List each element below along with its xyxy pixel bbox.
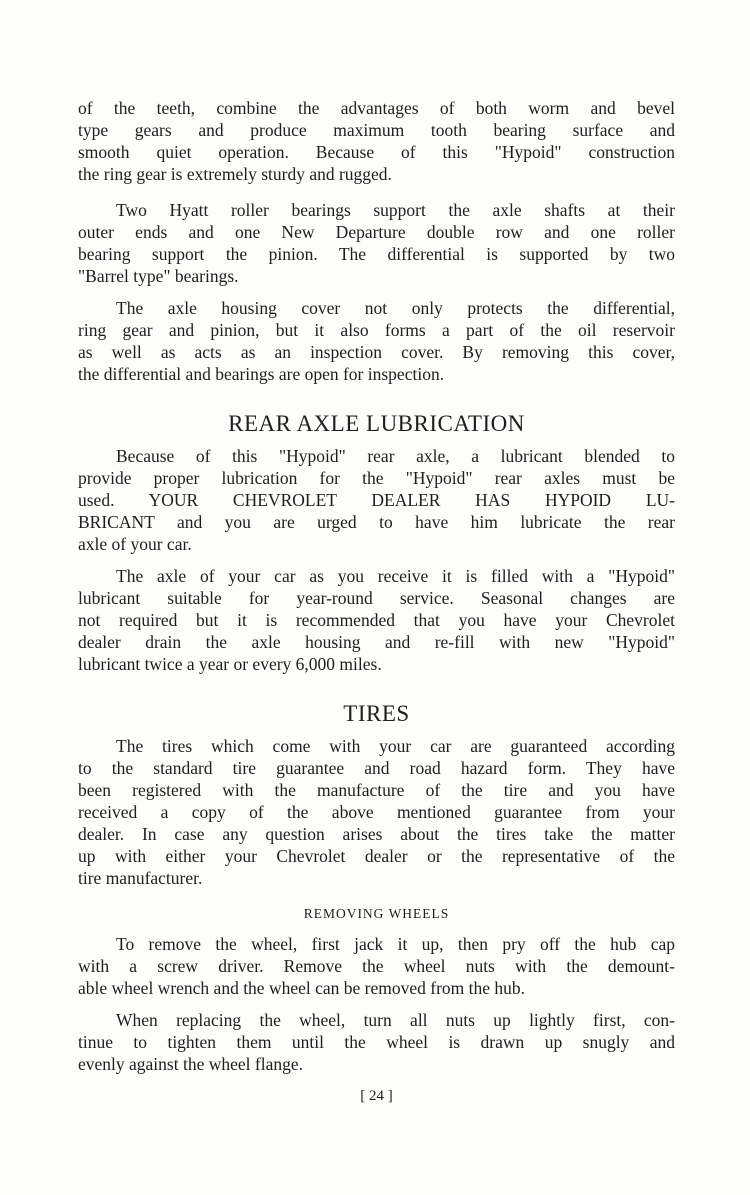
text-line: Because of this "Hypoid" rear axle, a lubricant blended to [116, 446, 675, 466]
text-line: ring gear and pinion, but it also forms a part of the oil reservoir [78, 320, 675, 340]
paragraph [78, 565, 675, 675]
text-line: received a copy of the above mentioned guarantee from your [78, 802, 675, 822]
text-line: provide proper lubrication for the "Hypoid" rear axles must be [78, 468, 675, 488]
text-line: tire manufacturer. [78, 868, 203, 888]
paragraph [78, 97, 675, 185]
text-line: The tires which come with your car are guaranteed according [116, 736, 675, 756]
text-line: used. YOUR CHEVROLET DEALER HAS HYPOID LU- [78, 490, 675, 510]
text-line: Two Hyatt roller bearings support the axle shafts at their [116, 200, 675, 220]
text-line: tinue to tighten them until the wheel is drawn up snugly and [78, 1032, 675, 1052]
paragraph [78, 933, 675, 999]
text-line: with a screw driver. Remove the wheel nuts with the demount- [78, 956, 675, 976]
paragraph [78, 445, 675, 555]
text-line: evenly against the wheel flange. [78, 1054, 303, 1074]
text-line: To remove the wheel, first jack it up, then pry off the hub cap [116, 934, 675, 954]
section-heading: REAR AXLE LUBRICATION [228, 411, 525, 436]
paragraph [78, 735, 675, 889]
paragraph [78, 297, 675, 385]
text-line: type gears and produce maximum tooth bearing surface and [78, 120, 675, 140]
text-line: smooth quiet operation. Because of this "Hypoid" construction [78, 142, 675, 162]
paragraph [78, 1009, 675, 1075]
text-line: dealer drain the axle housing and re-fill with new "Hypoid" [78, 632, 675, 652]
text-line: to the standard tire guarantee and road hazard form. They have [78, 758, 675, 778]
text-line: able wheel wrench and the wheel can be removed from the hub. [78, 978, 526, 998]
text-line: lubricant twice a year or every 6,000 miles. [78, 654, 382, 674]
paragraph [78, 199, 675, 287]
text-line: bearing support the pinion. The differential is supported by two [78, 244, 675, 264]
section-heading: TIRES [343, 701, 410, 726]
subsection-heading: REMOVING WHEELS [303, 906, 450, 921]
page-number: [ 24 ] [360, 1088, 393, 1104]
text-line: lubricant suitable for year-round service. Seasonal changes are [78, 588, 675, 608]
text-line: When replacing the wheel, turn all nuts up lightly first, con- [116, 1010, 675, 1030]
text-line: of the teeth, combine the advantages of both worm and bevel [78, 98, 675, 118]
text-line: not required but it is recommended that you have your Chevrolet [78, 610, 675, 630]
text-line: axle of your car. [78, 534, 192, 554]
text-line: as well as acts as an inspection cover. By removing this cover, [78, 342, 675, 362]
text-line: been registered with the manufacture of the tire and you have [78, 780, 675, 800]
text-line: BRICANT and you are urged to have him lubricate the rear [78, 512, 675, 532]
text-line: the ring gear is extremely sturdy and rugged. [78, 164, 392, 184]
text-line: The axle housing cover not only protects the differential, [116, 298, 675, 318]
text-line: "Barrel type" bearings. [78, 266, 239, 286]
text-line: up with either your Chevrolet dealer or the representative of the [78, 846, 675, 866]
text-line: outer ends and one New Departure double row and one roller [78, 222, 675, 242]
document-page [78, 97, 675, 1107]
text-line: the differential and bearings are open for inspection. [78, 364, 445, 384]
text-line: dealer. In case any question arises about the tires take the matter [78, 824, 675, 844]
text-line: The axle of your car as you receive it is filled with a "Hypoid" [116, 566, 675, 586]
